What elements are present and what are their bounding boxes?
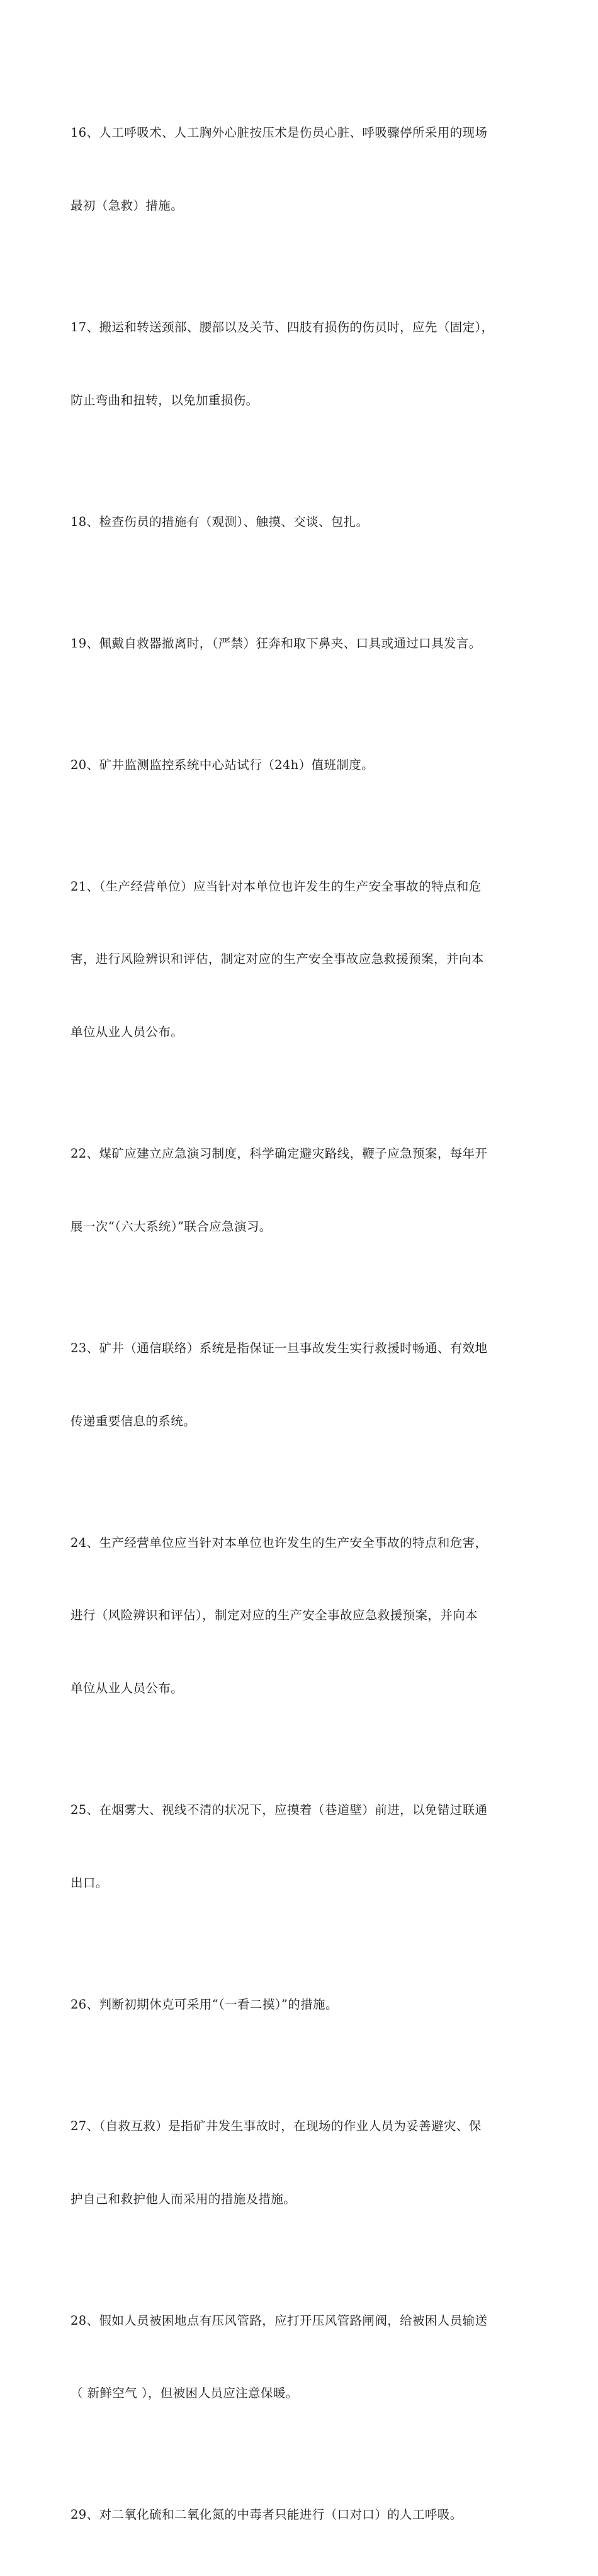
- text-line: 出口。: [71, 1875, 108, 1890]
- text-line: （ 新鲜空气 ），但被困人员应注意保暖。: [71, 2386, 298, 2401]
- paragraph-16: [71, 72, 530, 267]
- paragraph-25: [71, 1750, 530, 1944]
- paragraph-17: [71, 267, 530, 462]
- paragraph-29: [71, 2454, 530, 2576]
- paragraph-26: [71, 1944, 530, 2066]
- text-line: 26、判断初期休克可采用“（一看二摸）”的措施。: [71, 1997, 338, 2012]
- text-line: 害，进行风险辨识和评估，制定对应的生产安全事故应急救援预案，并向本: [71, 952, 484, 967]
- text-line: 20、矿井监测监控系统中心站试行（24h）值班制度。: [71, 757, 375, 772]
- text-line: 单位从业人员公布。: [71, 1681, 184, 1696]
- paragraph-19: [71, 583, 530, 704]
- text-line: 25、在烟雾大、视线不清的状况下，应摸着（巷道壁）前进，以免错过联通: [71, 1803, 488, 1818]
- text-line: 28、假如人员被困地点有压风管路，应打开压风管路闸阀，给被困人员输送: [71, 2313, 488, 2328]
- text-line: 19、佩戴自救器撤离时，（严禁）狂奔和取下鼻夹、口具或通过口具发言。: [71, 635, 482, 651]
- paragraph-20: [71, 704, 530, 826]
- text-line: 最初（急救）措施。: [71, 198, 184, 213]
- text-line: 防止弯曲和扭转，以免加重损伤。: [71, 392, 259, 407]
- paragraph-27: [71, 2066, 530, 2260]
- paragraph-21: [71, 826, 530, 1093]
- paragraph-23: [71, 1288, 530, 1483]
- paragraph-18: [71, 462, 530, 583]
- text-line: 进行（风险辨识和评估），制定对应的生产安全事故应急救援预案，并向本: [71, 1608, 478, 1623]
- text-line: 护自己和救护他人而采用的措施及措施。: [71, 2191, 296, 2206]
- paragraph-28: [71, 2260, 530, 2454]
- text-line: 展一次“（六大系统）”联合应急演习。: [71, 1219, 272, 1234]
- text-line: 传递重要信息的系统。: [71, 1413, 196, 1428]
- text-line: 17、搬运和转送颈部、腰部以及关节、四肢有损伤的伤员时，应先（固定），: [71, 319, 494, 334]
- text-line: 21、（生产经营单位）应当针对本单位也许发生的生产安全事故的特点和危: [71, 879, 482, 894]
- text-line: 23、矿井（通信联络）系统是指保证一旦事故发生实行救援时畅通、有效地: [71, 1340, 488, 1355]
- text-line: 22、煤矿应建立应急演习制度，科学确定避灾路线，鞭子应急预案，每年开: [71, 1146, 488, 1161]
- text-line: 29、对二氧化硫和二氧化氮的中毒者只能进行（口对口）的人工呼吸。: [71, 2507, 463, 2522]
- text-line: 27、（自救互救）是指矿井发生事故时，在现场的作业人员为妥善避灾、保: [71, 2118, 482, 2133]
- text-line: 16、人工呼吸术、人工胸外心脏按压术是伤员心脏、呼吸骤停所采用的现场: [71, 125, 488, 140]
- paragraph-24: [71, 1482, 530, 1750]
- text-line: 18、检查伤员的措施有（观测）、触摸、交谈、包扎。: [71, 514, 369, 529]
- document-body: [71, 72, 530, 2576]
- text-line: 24、生产经营单位应当针对本单位也许发生的生产安全事故的特点和危害，: [71, 1535, 488, 1550]
- paragraph-22: [71, 1093, 530, 1288]
- text-line: 单位从业人员公布。: [71, 1025, 184, 1040]
